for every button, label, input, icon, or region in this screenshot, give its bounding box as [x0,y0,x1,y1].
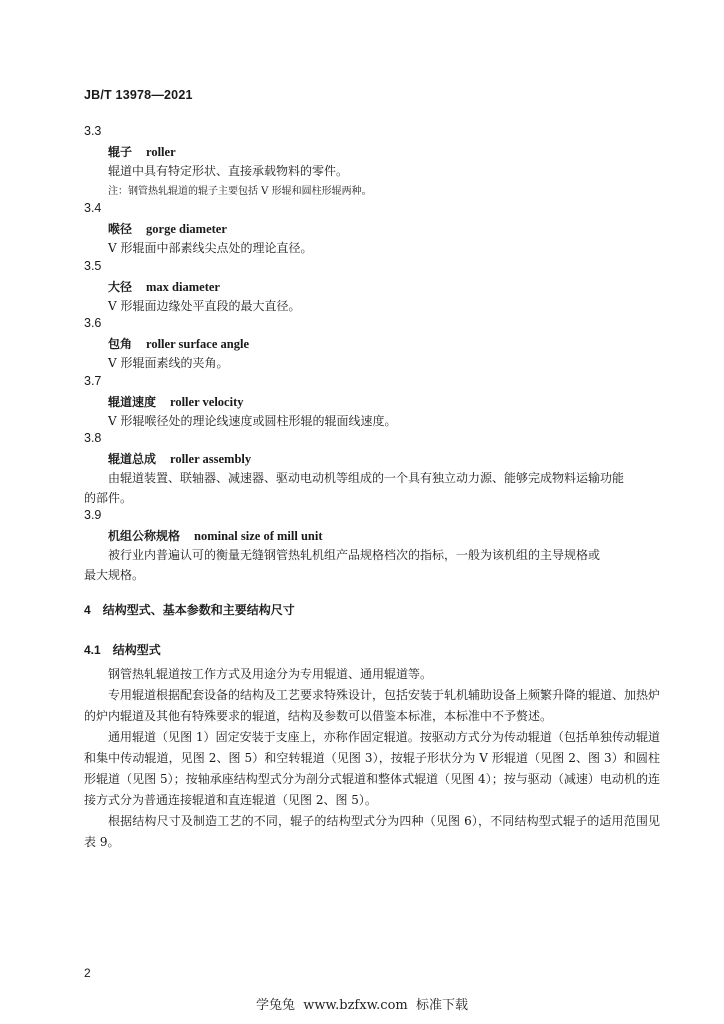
term-definition: V 形辊面中部素线尖点处的理论直径。 [108,241,313,255]
term-definition: 由辊道装置、联轴器、减速器、驱动电动机等组成的一个具有独立动力源、能够完成物料运输功能 [108,471,625,485]
term-number: 3.7 [84,374,102,388]
body-paragraph: 根据结构尺寸及制造工艺的不同，辊子的结构型式分为四种（见图 6），不同结构型式辊子的适用范围见表 9。 [84,814,660,849]
term-number: 3.3 [84,124,102,138]
term-title [108,527,323,544]
subsection-number: 4.1 [84,643,101,657]
term-definition: 辊道中具有特定形状、直接承载物料的零件。 [108,164,349,178]
term-definition: 的部件。 [84,491,133,505]
body-paragraph: 专用辊道根据配套设备的结构及工艺要求特殊设计，包括安装于轧机辅助设备上频繁升降的辊道、加热炉的炉内辊道及其他有特殊要求的辊道，结构及参数可以借鉴本标准，本标准中不予赘述。 [84,688,661,723]
term-definition: 最大规格。 [84,568,145,582]
term-en: roller velocity [170,395,244,409]
term-number: 3.9 [84,508,102,522]
term-number: 3.4 [84,201,102,215]
site-footer: 学兔兔 www.bzfxw.com 标准下载 [256,998,468,1013]
term-title [108,143,176,160]
term-title [108,335,249,352]
term-definition: V 形辊面素线的夹角。 [108,356,229,370]
section-number: 4 [84,603,91,617]
term-number: 3.8 [84,431,102,445]
term-en: roller assembly [170,452,252,466]
term-cn: 辊子 [108,145,133,159]
subsection-heading [84,641,161,658]
standard-code: JB/T 13978—2021 [84,88,193,102]
term-number: 3.6 [84,316,102,330]
term-cn: 辊道总成 [108,452,157,466]
term-en: nominal size of mill unit [194,529,323,543]
term-en: gorge diameter [146,222,227,236]
term-cn: 机组公称规格 [108,529,181,543]
body-paragraph: 钢管热轧辊道按工作方式及用途分为专用辊道、通用辊道等。 [108,667,433,681]
term-en: roller surface angle [146,337,250,351]
term-definition: 被行业内普遍认可的衡量无缝钢管热轧机组产品规格档次的指标，一般为该机组的主导规格或 [108,548,601,562]
term-title [108,393,243,410]
term-title [108,278,220,295]
term-title [108,450,251,467]
term-cn: 包角 [108,337,133,351]
section-heading [84,601,295,618]
term-cn: 喉径 [108,222,133,236]
term-en: roller [146,145,176,159]
body-paragraph: 通用辊道（见图 1）固定安装于支座上，亦称作固定辊道。按驱动方式分为传动辊道（包括单独传动辊道和集中传动辊道，见图 2、图 5）和空转辊道（见图 3），按辊子形状分为 V 形辊道（见图 2、图 3）和圆柱形辊道（见图 5）；按轴承座结构型式分为剖分式辊道和整体式辊道（见图 4）；按与驱动（减速）电动机的连接方式分为普通连接辊道和直连辊道（见图 2、图 5）。 [84,730,660,807]
page-number: 2 [84,966,91,980]
term-en: max diameter [146,280,220,294]
term-definition: V 形辊面边缘处平直段的最大直径。 [108,299,301,313]
subsection-title: 结构型式 [112,643,161,657]
term-cn: 辊道速度 [108,395,157,409]
term-note: 注：钢管热轧辊道的辊子主要包括 V 形辊和圆柱形辊两种。 [108,186,372,197]
term-title [108,220,227,237]
section-title: 结构型式、基本参数和主要结构尺寸 [102,603,295,617]
term-definition: V 形辊喉径处的理论线速度或圆柱形辊的辊面线速度。 [108,414,397,428]
term-cn: 大径 [108,280,133,294]
term-number: 3.5 [84,259,102,273]
